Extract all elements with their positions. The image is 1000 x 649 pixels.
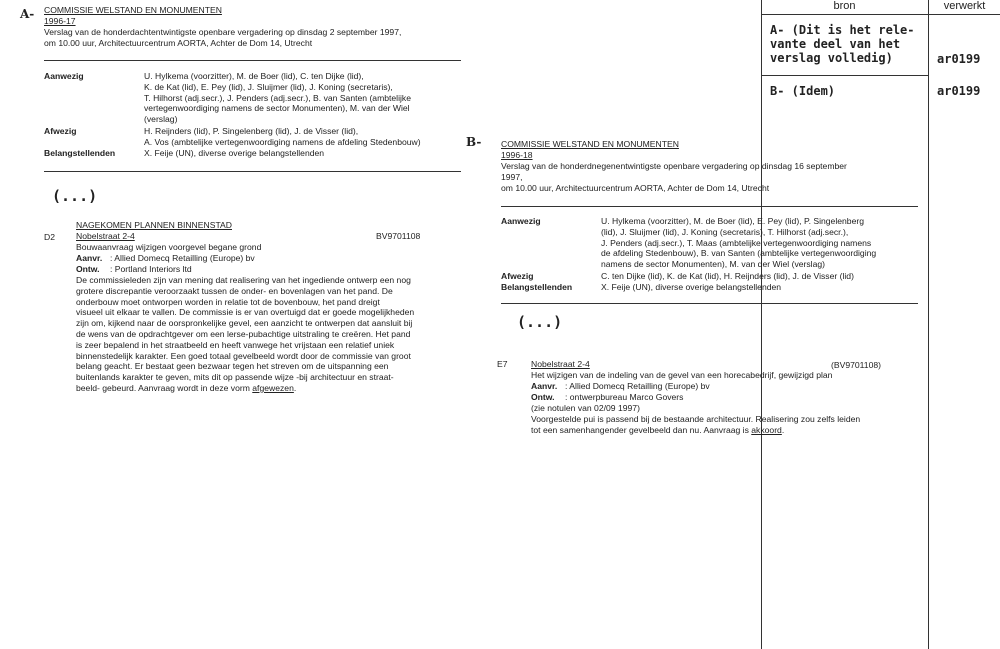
doc-b-verdict-end: .: [781, 424, 785, 435]
doc-b-number: 1996-18: [501, 150, 533, 160]
doc-b-item-code: E7: [497, 359, 508, 369]
doc-a-rule-bottom: [44, 171, 461, 172]
table-header-rule: [761, 14, 1000, 15]
col-header-bron: bron: [833, 0, 856, 12]
doc-b-afwezig-label: Afwezig: [501, 271, 534, 281]
doc-b-rule-bottom: [501, 303, 918, 304]
doc-b-ontw-label: Ontw.: [531, 392, 555, 402]
row-b-source-note: B- (Idem): [770, 84, 836, 98]
doc-b-marker: B-: [466, 135, 482, 149]
doc-b-ref: (BV9701108): [831, 360, 882, 370]
doc-a-section-title: NAGEKOMEN PLANNEN BINNENSTAD: [76, 220, 232, 230]
doc-b-ontw-text: : ontwerpbureau Marco Govers: [565, 392, 684, 402]
doc-a-belang-text: X. Feije (UN), diverse overige belangstellenden: [144, 148, 325, 158]
doc-b-intro: Verslag van de honderdnegenentwintigste openbare vergadering op dinsdag 16 september 1997, om 10.00 uur, Architectuurcentrum AORTA, Achter de Dom 14, Utrecht: [501, 161, 847, 193]
doc-a-belang-label: Belangstellenden: [44, 148, 116, 158]
doc-a-aanwezig-label: Aanwezig: [44, 71, 84, 81]
doc-a-aanwezig-text: U. Hylkema (voorzitter), M. de Boer (lid), C. ten Dijke (lid), K. de Kat (lid), E. Pey (lid), J. Sluijmer (lid), J. Koning (secretaris), T. Hilhorst (adj.secr.), J. Penders (adj.secr.), B. van Santen (ambtelijke vertegenwoordiging namens de sector Monumenten), M. van der Wiel (verslag): [144, 71, 411, 125]
doc-b-belang-label: Belangstellenden: [501, 282, 573, 292]
doc-a-afwezig-label: Afwezig: [44, 126, 77, 136]
doc-b-belang-text: X. Feije (UN), diverse overige belangstellenden: [601, 282, 782, 292]
doc-a-verdict: afgewezen: [252, 382, 294, 393]
doc-b-title: COMMISSIE WELSTAND EN MONUMENTEN: [501, 139, 679, 149]
doc-a-marker: A-: [20, 7, 35, 21]
doc-a-afwezig-text: H. Reijnders (lid), P. Singelenberg (lid), J. de Visser (lid), A. Vos (ambtelijke vertegenwoordiging namens de afdeling Stedenbouw): [144, 126, 421, 147]
doc-b-note: (zie notulen van 02/09 1997): [531, 403, 640, 413]
doc-a-ontw-text: : Portland Interiors ltd: [110, 264, 192, 274]
doc-b-verdict: akkoord: [751, 424, 782, 435]
table-mid-border: [928, 0, 929, 649]
doc-a-item-code: D2: [44, 232, 55, 242]
doc-b-aanvr-text: : Allied Domecq Retailling (Europe) bv: [565, 381, 710, 391]
doc-a-ontw-label: Ontw.: [76, 264, 100, 274]
doc-a-ref: BV9701108: [376, 231, 421, 241]
table-left-border: [761, 0, 762, 649]
doc-b-request: Het wijzigen van de indeling van de gevel van een horecabedrijf, gewijzigd plan: [531, 370, 833, 380]
doc-b-ellipsis: (...): [517, 313, 563, 331]
doc-b-aanwezig-text: U. Hylkema (voorzitter), M. de Boer (lid), E. Pey (lid), P. Singelenberg (lid), J. Sluijmer (lid), J. Koning (secretaris), T. Hilhorst (adj.secr.), J. Penders (adj.secr.), T. Maas (ambtelijke vertegenwoordiging namens de afdeling Stedenbouw), B. van Santen (ambtelijke vertegenwoordiging namens de sector Monumenten), M. van der Wiel (verslag): [601, 216, 877, 270]
doc-a-intro: Verslag van de honderdachtentwintigste openbare vergadering op dinsdag 2 september 1997, om 10.00 uur, Architectuurcentrum AORTA, Achter de Dom 14, Utrecht: [44, 27, 402, 48]
doc-b-address: Nobelstraat 2-4: [531, 359, 590, 369]
doc-a-number: 1996-17: [44, 16, 76, 26]
doc-b-aanwezig-label: Aanwezig: [501, 216, 541, 226]
doc-a-ellipsis: (...): [52, 187, 98, 205]
doc-a-title: COMMISSIE WELSTAND EN MONUMENTEN: [44, 5, 222, 15]
doc-b-body: [531, 414, 860, 436]
table-row-rule: [761, 75, 928, 76]
row-a-code: ar0199: [937, 52, 981, 66]
doc-a-body-text: De commissieleden zijn van mening dat realisering van het ingediende ontwerp een nog grotere discrepantie veroorzaakt tussen de onder- en bovenlagen van het pand. De onderbouw moet ontworpen worden in relatie tot de bovenbouw, het pand dreigt visueel uit elkaar te vallen. De commissie is er van overtuigd dat er goede mogelijkheden zijn om, kijkend naar de oorspronkelijke gevel, een aanzicht te ontwerpen dat aansluit bij de wens van de opdrachtgever om een lerse-pubachtige uitstraling te creëren. Het pand is zeer bepalend in het straatbeeld en heeft vanwege het vrijstaan een relatief uniek binnenstedelijk karakter. Een goed totaal gevelbeeld wordt door de commissie van groot belang geacht. Er bestaat geen bezwaar tegen het streven om de uitspanning een buitenlands karakter te geven, mits dit op passende wijze -bij architectuur en straat- beeld- gebeurd. Aanvraag wordt in deze vorm: [76, 275, 415, 393]
doc-a-aanvr-label: Aanvr.: [76, 253, 103, 263]
row-b-code: ar0199: [937, 84, 981, 98]
doc-b-aanvr-label: Aanvr.: [531, 381, 558, 391]
doc-a-request: Bouwaanvraag wijzigen voorgevel begane grond: [76, 242, 262, 252]
doc-b-rule-top: [501, 206, 918, 207]
col-header-verwerkt: verwerkt: [943, 0, 986, 12]
doc-b-body-text: Voorgestelde pui is passend bij de bestaande architectuur. Realisering zou zelfs leiden tot een samenhangender gevelbeeld dan nu. Aanvraag is: [531, 414, 861, 435]
doc-a-rule-top: [44, 60, 461, 61]
doc-a-verdict-end: .: [293, 382, 297, 393]
doc-b-afwezig-text: C. ten Dijke (lid), K. de Kat (lid), H. Reijnders (lid), J. de Visser (lid): [601, 271, 854, 281]
doc-a-address: Nobelstraat 2-4: [76, 231, 135, 241]
doc-a-body: [76, 275, 414, 394]
doc-a-aanvr-text: : Allied Domecq Retailling (Europe) bv: [110, 253, 255, 263]
row-a-source-note: A- (Dit is het rele- vante deel van het verslag volledig): [770, 23, 915, 65]
